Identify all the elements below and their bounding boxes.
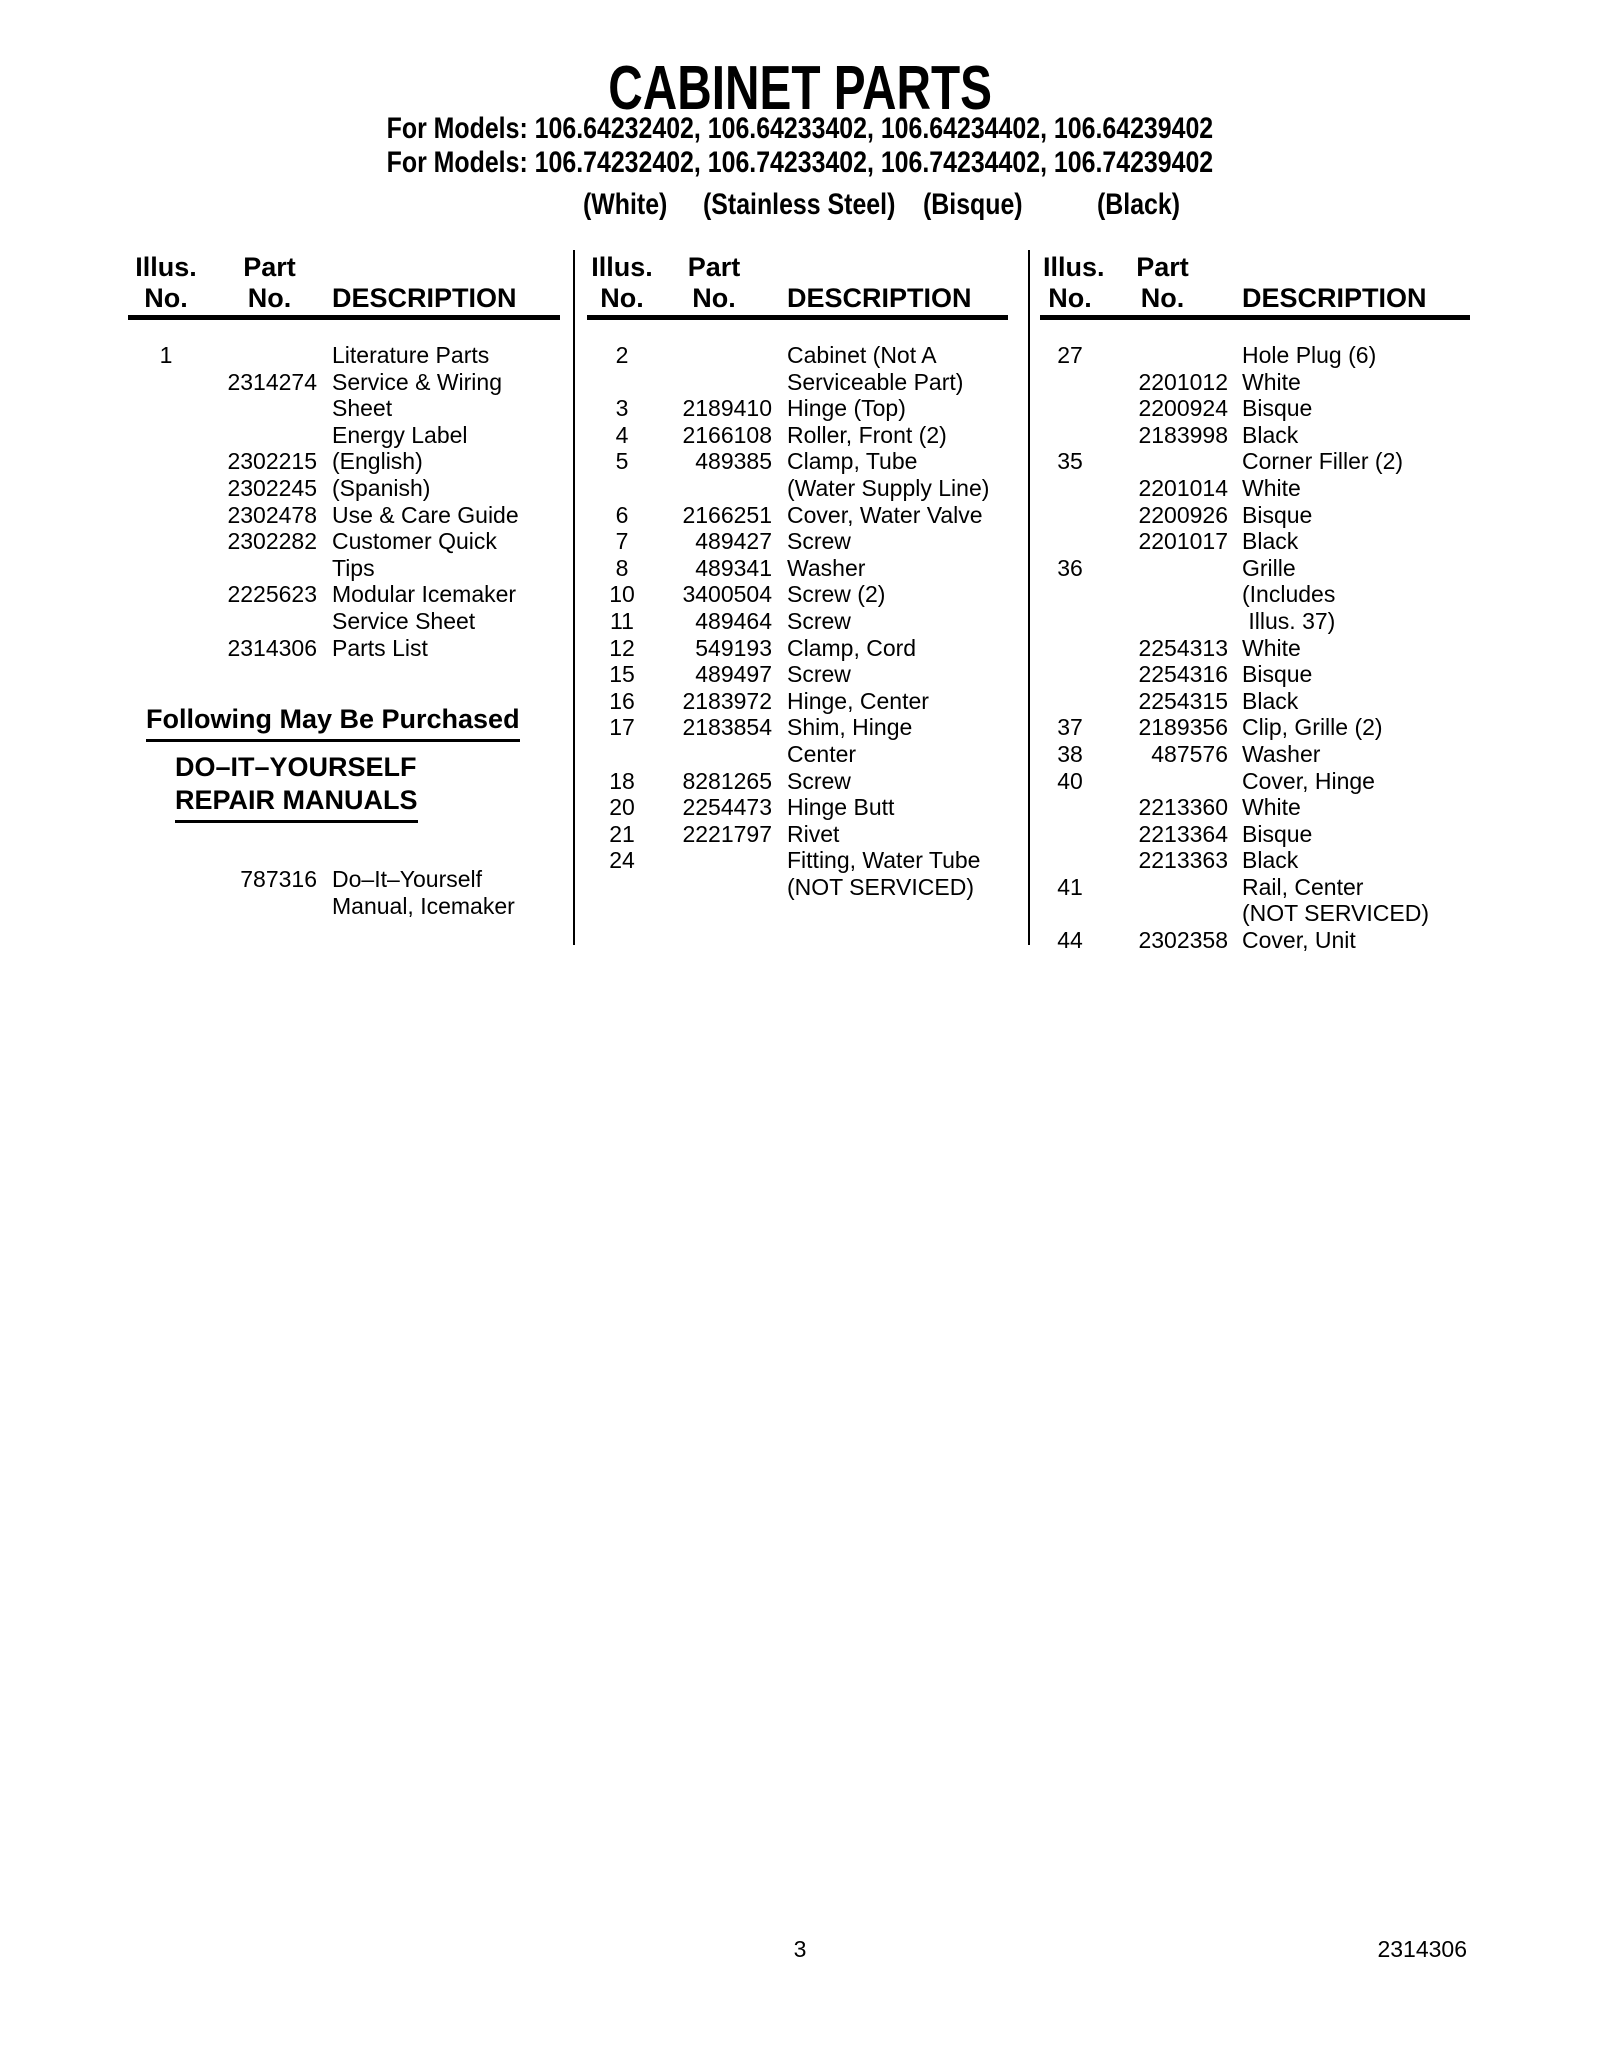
description: Rail, Center (1242, 873, 1364, 900)
part-no: 2314306 (227, 634, 317, 661)
description: Black (1242, 421, 1299, 448)
illus-no: 15 (609, 661, 635, 688)
parts-row (588, 768, 1028, 795)
illus-no (1043, 688, 1097, 715)
description: Screw (787, 528, 851, 555)
illus-no (110, 608, 222, 635)
description: (NOT SERVICED) (787, 873, 975, 900)
part-no (1097, 608, 1228, 635)
illus-no (1043, 847, 1097, 874)
illus-no: 41 (1057, 873, 1083, 900)
parts-row (1043, 874, 1483, 901)
illus-no (1043, 900, 1097, 927)
description: Bisque (1242, 501, 1313, 528)
finish-label-bisque: (Bisque) (923, 188, 1023, 221)
description: Do–It–Yourself (332, 866, 483, 892)
parts-row (1043, 714, 1483, 741)
illus-no (110, 448, 222, 475)
part-no: 2166251 (682, 501, 772, 528)
part-no: 2254473 (682, 794, 772, 821)
illus-no: 5 (615, 448, 629, 475)
part-no: 2254315 (1138, 687, 1228, 714)
header-rule (587, 315, 1008, 320)
description: Bisque (1242, 820, 1313, 847)
part-no: 549193 (695, 634, 772, 661)
description: (Spanish) (332, 474, 431, 501)
illus-no: 1 (159, 342, 173, 368)
parts-row (1043, 395, 1483, 422)
header-rule (128, 315, 560, 320)
header-rule (1040, 315, 1470, 320)
part-no-header: Part No. (1136, 252, 1189, 313)
models-line-1 (0, 112, 1600, 145)
illus-no (110, 369, 222, 396)
parts-row (1043, 581, 1483, 608)
page-title-text: CABINET PARTS (608, 54, 992, 123)
description: Use & Care Guide (332, 501, 519, 528)
description: White (1242, 368, 1301, 395)
description: Cover, Water Valve (787, 501, 983, 528)
description: Rivet (787, 820, 840, 847)
description: Clamp, Cord (787, 634, 917, 661)
repair-manuals-subheading (175, 751, 418, 823)
part-no: 489385 (695, 448, 772, 475)
illus-no: 40 (1057, 767, 1083, 794)
part-no: 489341 (695, 554, 772, 581)
illus-no (110, 581, 222, 608)
illus-no: 2 (615, 342, 629, 368)
parts-row (110, 893, 570, 920)
part-no: 2201014 (1138, 474, 1228, 501)
part-no: 2189356 (1138, 714, 1228, 741)
part-no (1097, 581, 1228, 608)
description-header: DESCRIPTION (332, 283, 517, 313)
description: Washer (787, 554, 866, 581)
illus-no: 44 (1057, 927, 1083, 954)
description: Service & Wiring (332, 368, 502, 395)
description: Hole Plug (6) (1242, 342, 1377, 368)
parts-row (1043, 741, 1483, 768)
parts-row (110, 608, 570, 635)
parts-row (588, 874, 1028, 901)
parts-row (1043, 528, 1483, 555)
illus-no (110, 893, 222, 920)
description: Bisque (1242, 661, 1313, 688)
part-no: 2254313 (1138, 634, 1228, 661)
description: Modular Icemaker (332, 581, 517, 608)
illus-no (1043, 422, 1097, 449)
illus-no (110, 502, 222, 529)
part-no: 2200926 (1138, 501, 1228, 528)
part-no: 2189410 (682, 395, 772, 422)
illus-no-header: Illus. No. (1043, 252, 1105, 313)
part-no: 2201017 (1138, 528, 1228, 555)
description: Tips (332, 554, 375, 581)
description: Center (787, 740, 857, 767)
part-no: 489427 (695, 528, 772, 555)
part-no (656, 874, 772, 901)
parts-row (588, 475, 1028, 502)
description: Hinge Butt (787, 794, 895, 821)
part-no (656, 741, 772, 768)
part-no: 2302215 (227, 448, 317, 475)
parts-row (110, 342, 570, 369)
description: Service Sheet (332, 607, 476, 634)
parts-row (588, 528, 1028, 555)
parts-row (588, 422, 1028, 449)
illus-no (588, 475, 656, 502)
part-no (656, 475, 772, 502)
parts-row (110, 369, 570, 396)
parts-row (1043, 475, 1483, 502)
part-no: 2221797 (682, 820, 772, 847)
part-no (222, 422, 317, 449)
parts-row (588, 661, 1028, 688)
parts-row (588, 821, 1028, 848)
illus-no: 11 (610, 607, 634, 634)
illus-no (1043, 581, 1097, 608)
illus-no (110, 422, 222, 449)
parts-row (1043, 635, 1483, 662)
part-no: 8281265 (682, 767, 772, 794)
illus-no: 16 (609, 687, 635, 714)
illus-no-header: Illus. No. (591, 252, 653, 313)
part-no: 2183998 (1138, 421, 1228, 448)
parts-row (588, 581, 1028, 608)
description: Manual, Icemaker (332, 892, 515, 919)
parts-row (110, 422, 570, 449)
illus-no (1043, 821, 1097, 848)
part-no (1097, 555, 1228, 582)
parts-row (588, 369, 1028, 396)
illus-no: 6 (615, 501, 629, 528)
models-line-2-text: For Models: 106.74232402, 106.74233402, 106.74234402, 106.74239402 (386, 146, 1214, 179)
description: Roller, Front (2) (787, 421, 947, 448)
parts-row (1043, 608, 1483, 635)
parts-row (1043, 688, 1483, 715)
models-line-2 (0, 146, 1600, 179)
description: Clip, Grille (2) (1242, 714, 1383, 741)
description-header: DESCRIPTION (1242, 283, 1427, 313)
column-divider (1028, 250, 1030, 945)
illus-no: 20 (609, 794, 635, 821)
description: Black (1242, 528, 1299, 555)
description: Cover, Unit (1242, 927, 1356, 954)
finish-label-black: (Black) (1097, 188, 1181, 221)
parts-row (588, 555, 1028, 582)
description: Sheet (332, 395, 393, 422)
parts-row (1043, 794, 1483, 821)
description: Parts List (332, 634, 428, 661)
part-no (1097, 768, 1228, 795)
parts-row (588, 502, 1028, 529)
description: (English) (332, 448, 423, 475)
description: Energy Label (332, 421, 468, 448)
part-no: 2213364 (1138, 820, 1228, 847)
illus-no (1043, 661, 1097, 688)
models-line-1-text: For Models: 106.64232402, 106.64233402, 106.64234402, 106.64239402 (386, 112, 1214, 145)
illus-no (110, 395, 222, 422)
description: Illus. 37) (1242, 607, 1336, 634)
description: Cover, Hinge (1242, 767, 1375, 794)
description: (NOT SERVICED) (1242, 900, 1430, 927)
description: Serviceable Part) (787, 368, 964, 395)
parts-row (1043, 555, 1483, 582)
part-no (222, 342, 317, 369)
description: Hinge, Center (787, 687, 929, 714)
parts-row (588, 741, 1028, 768)
illus-no (1043, 635, 1097, 662)
part-no: 2302282 (227, 528, 317, 555)
illus-no (588, 741, 656, 768)
finish-label-white: (White) (583, 188, 668, 221)
illus-no (1043, 794, 1097, 821)
parts-row (110, 581, 570, 608)
parts-row (1043, 502, 1483, 529)
illus-no: 36 (1057, 554, 1083, 581)
parts-row (110, 448, 570, 475)
part-no (222, 555, 317, 582)
purchase-rows (110, 866, 570, 919)
parts-row (110, 635, 570, 662)
finish-labels (0, 188, 1600, 224)
document-number: 2314306 (1377, 1936, 1467, 1962)
illus-no (110, 866, 222, 893)
part-no (1097, 900, 1228, 927)
part-no: 2302478 (227, 501, 317, 528)
part-no: 2254316 (1138, 661, 1228, 688)
parts-row (1043, 369, 1483, 396)
parts-row (588, 794, 1028, 821)
description: Black (1242, 687, 1299, 714)
description: (Water Supply Line) (787, 474, 990, 501)
parts-row (1043, 661, 1483, 688)
part-no: 2183854 (682, 714, 772, 741)
part-no (222, 608, 317, 635)
illus-no: 4 (615, 421, 629, 448)
part-no: 487576 (1151, 740, 1228, 767)
illus-no (588, 369, 656, 396)
part-no: 2213360 (1138, 794, 1228, 821)
illus-no (1043, 608, 1097, 635)
part-no: 2225623 (227, 581, 317, 608)
description: (Includes (1242, 581, 1336, 608)
illus-no (1043, 528, 1097, 555)
parts-row (110, 395, 570, 422)
part-no: 2314274 (227, 368, 317, 395)
part-no: 2302245 (227, 474, 317, 501)
part-no: 2213363 (1138, 847, 1228, 874)
illus-no: 35 (1057, 448, 1083, 475)
page-number: 3 (793, 1936, 807, 1962)
part-no: 2166108 (682, 421, 772, 448)
description: Cabinet (Not A (787, 342, 937, 368)
parts-row (1043, 342, 1483, 369)
illus-no (1043, 475, 1097, 502)
part-no (222, 893, 317, 920)
part-no: 787316 (240, 866, 317, 892)
illus-no: 10 (609, 581, 635, 608)
parts-row (588, 448, 1028, 475)
part-no: 2183972 (682, 687, 772, 714)
parts-row (110, 555, 570, 582)
description: Shim, Hinge (787, 714, 913, 741)
illus-no: 27 (1057, 342, 1083, 368)
illus-no: 21 (609, 820, 635, 847)
parts-column-3 (1043, 342, 1483, 954)
description: Corner Filler (2) (1242, 448, 1404, 475)
description: Black (1242, 847, 1299, 874)
parts-column-1 (110, 342, 570, 661)
parts-row (588, 847, 1028, 874)
part-no: 489464 (695, 607, 772, 634)
description: Bisque (1242, 395, 1313, 422)
illus-no (1043, 395, 1097, 422)
part-no-header: Part No. (687, 252, 741, 313)
part-no: 2201012 (1138, 368, 1228, 395)
parts-row (588, 608, 1028, 635)
table-header-col3 (1043, 252, 1483, 314)
description: Washer (1242, 740, 1321, 767)
part-no: 489497 (695, 661, 772, 688)
parts-row (1043, 900, 1483, 927)
part-no-header: Part No. (243, 252, 296, 313)
illus-no: 8 (615, 554, 629, 581)
illus-no (1043, 502, 1097, 529)
part-no: 2302358 (1138, 927, 1228, 954)
part-no: 2200924 (1138, 395, 1228, 422)
illus-no (110, 555, 222, 582)
table-header-col2 (588, 252, 1028, 314)
parts-row (588, 635, 1028, 662)
parts-row (1043, 821, 1483, 848)
illus-no (110, 635, 222, 662)
column-divider (573, 250, 575, 945)
parts-row (110, 502, 570, 529)
description: Screw (787, 607, 851, 634)
finish-label-stainless: (Stainless Steel) (703, 188, 896, 221)
part-no: 3400504 (682, 581, 772, 608)
parts-row (110, 475, 570, 502)
part-no (222, 395, 317, 422)
illus-no: 7 (615, 528, 629, 555)
parts-row (1043, 927, 1483, 954)
part-no (1097, 342, 1228, 369)
description: Grille (1242, 554, 1296, 581)
illus-no (110, 528, 222, 555)
description: White (1242, 794, 1301, 821)
illus-no: 38 (1057, 740, 1083, 767)
description: Customer Quick (332, 528, 497, 555)
parts-row (110, 866, 570, 893)
illus-no: 18 (609, 767, 635, 794)
parts-row (110, 528, 570, 555)
repair-manuals-line1: DO–IT–YOURSELF (175, 752, 417, 782)
parts-row (588, 342, 1028, 369)
illus-no: 37 (1057, 714, 1083, 741)
parts-row (1043, 768, 1483, 795)
illus-no-header: Illus. No. (135, 252, 197, 313)
description: Literature Parts (332, 342, 490, 368)
description: Hinge (Top) (787, 395, 906, 422)
part-no (656, 847, 772, 874)
part-no (1097, 448, 1228, 475)
description: Screw (2) (787, 581, 886, 608)
illus-no: 24 (609, 847, 635, 874)
illus-no (1043, 369, 1097, 396)
description-header: DESCRIPTION (787, 283, 972, 313)
description: Screw (787, 661, 851, 688)
parts-row (588, 714, 1028, 741)
description: White (1242, 474, 1301, 501)
parts-row (588, 395, 1028, 422)
parts-column-2 (588, 342, 1028, 900)
illus-no: 17 (609, 714, 635, 741)
parts-row (1043, 448, 1483, 475)
table-header-col1 (110, 252, 570, 314)
illus-no (588, 874, 656, 901)
parts-row (1043, 847, 1483, 874)
description: Clamp, Tube (787, 448, 918, 475)
purchase-section-heading: Following May Be Purchased (146, 704, 520, 742)
illus-no: 3 (615, 395, 629, 422)
part-no (656, 342, 772, 369)
parts-row (588, 688, 1028, 715)
description: Screw (787, 767, 851, 794)
description: Fitting, Water Tube (787, 847, 981, 874)
illus-no (110, 475, 222, 502)
repair-manuals-line2: REPAIR MANUALS (175, 784, 418, 823)
illus-no: 12 (609, 634, 635, 661)
description: White (1242, 634, 1301, 661)
part-no (1097, 874, 1228, 901)
part-no (656, 369, 772, 396)
parts-row (1043, 422, 1483, 449)
